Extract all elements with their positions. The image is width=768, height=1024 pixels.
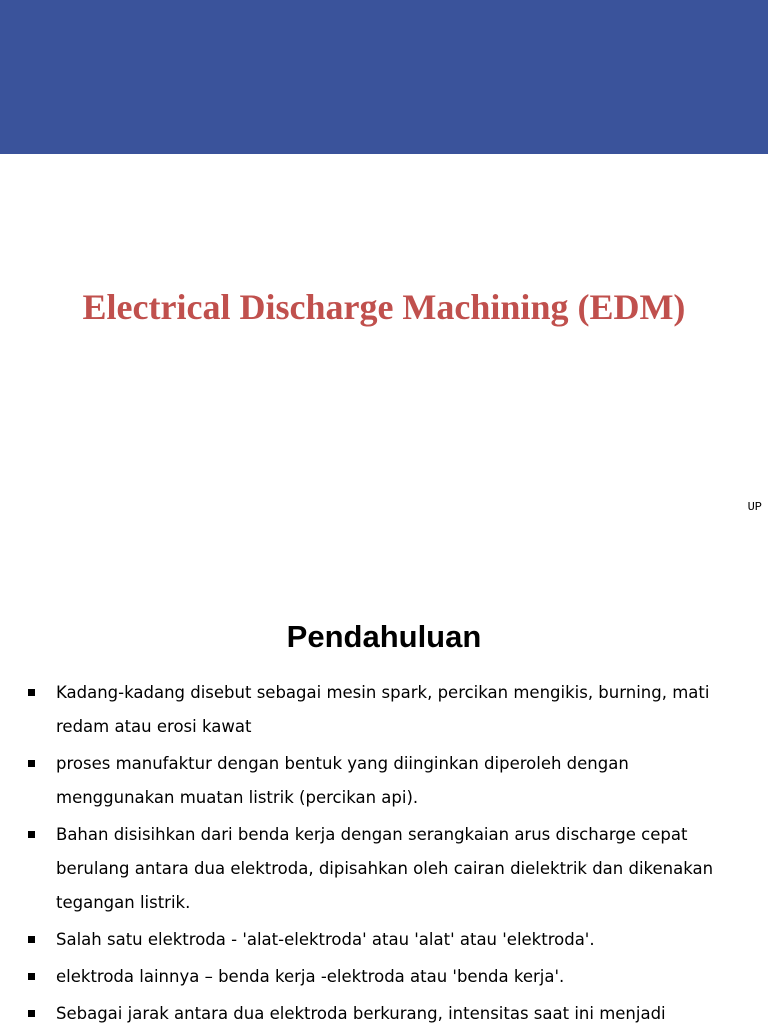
- square-bullet-icon: [28, 973, 35, 980]
- square-bullet-icon: [28, 689, 35, 696]
- section-heading: Pendahuluan: [286, 619, 482, 654]
- bullet-item: [28, 997, 748, 1024]
- bullet-text: Kadang-kadang disebut sebagai mesin spark, percikan mengikis, burning, mati redam atau erosi kawat: [56, 683, 710, 736]
- bullet-item: [28, 923, 748, 957]
- bullet-text: Sebagai jarak antara dua elektroda berkurang, intensitas saat ini menjadi: [56, 1004, 666, 1023]
- square-bullet-icon: [28, 936, 35, 943]
- square-bullet-icon: [28, 1010, 35, 1017]
- bullet-text: elektroda lainnya – benda kerja -elektroda atau 'benda kerja'.: [56, 967, 565, 986]
- square-bullet-icon: [28, 831, 35, 838]
- bullet-text: Salah satu elektroda - 'alat-elektroda' atau 'alat' atau 'elektroda'.: [56, 930, 595, 949]
- bullet-item: [28, 960, 748, 994]
- bullet-item: [28, 818, 748, 920]
- bullet-text: proses manufaktur dengan bentuk yang diinginkan diperoleh dengan menggunakan muatan listrik (percikan api).: [56, 754, 629, 807]
- bullet-item: [28, 747, 748, 815]
- square-bullet-icon: [28, 760, 35, 767]
- corner-note: UP: [747, 500, 762, 514]
- bullet-item: [28, 676, 748, 744]
- header-band: [0, 0, 768, 154]
- slide-title: Electrical Discharge Machining (EDM): [82, 287, 686, 327]
- bullet-text: Bahan disisihkan dari benda kerja dengan serangkaian arus discharge cepat berulang antara dua elektroda, dipisahkan oleh cairan dielektrik dan dikenakan tegangan listrik.: [56, 825, 714, 912]
- bullet-list: [28, 676, 748, 1024]
